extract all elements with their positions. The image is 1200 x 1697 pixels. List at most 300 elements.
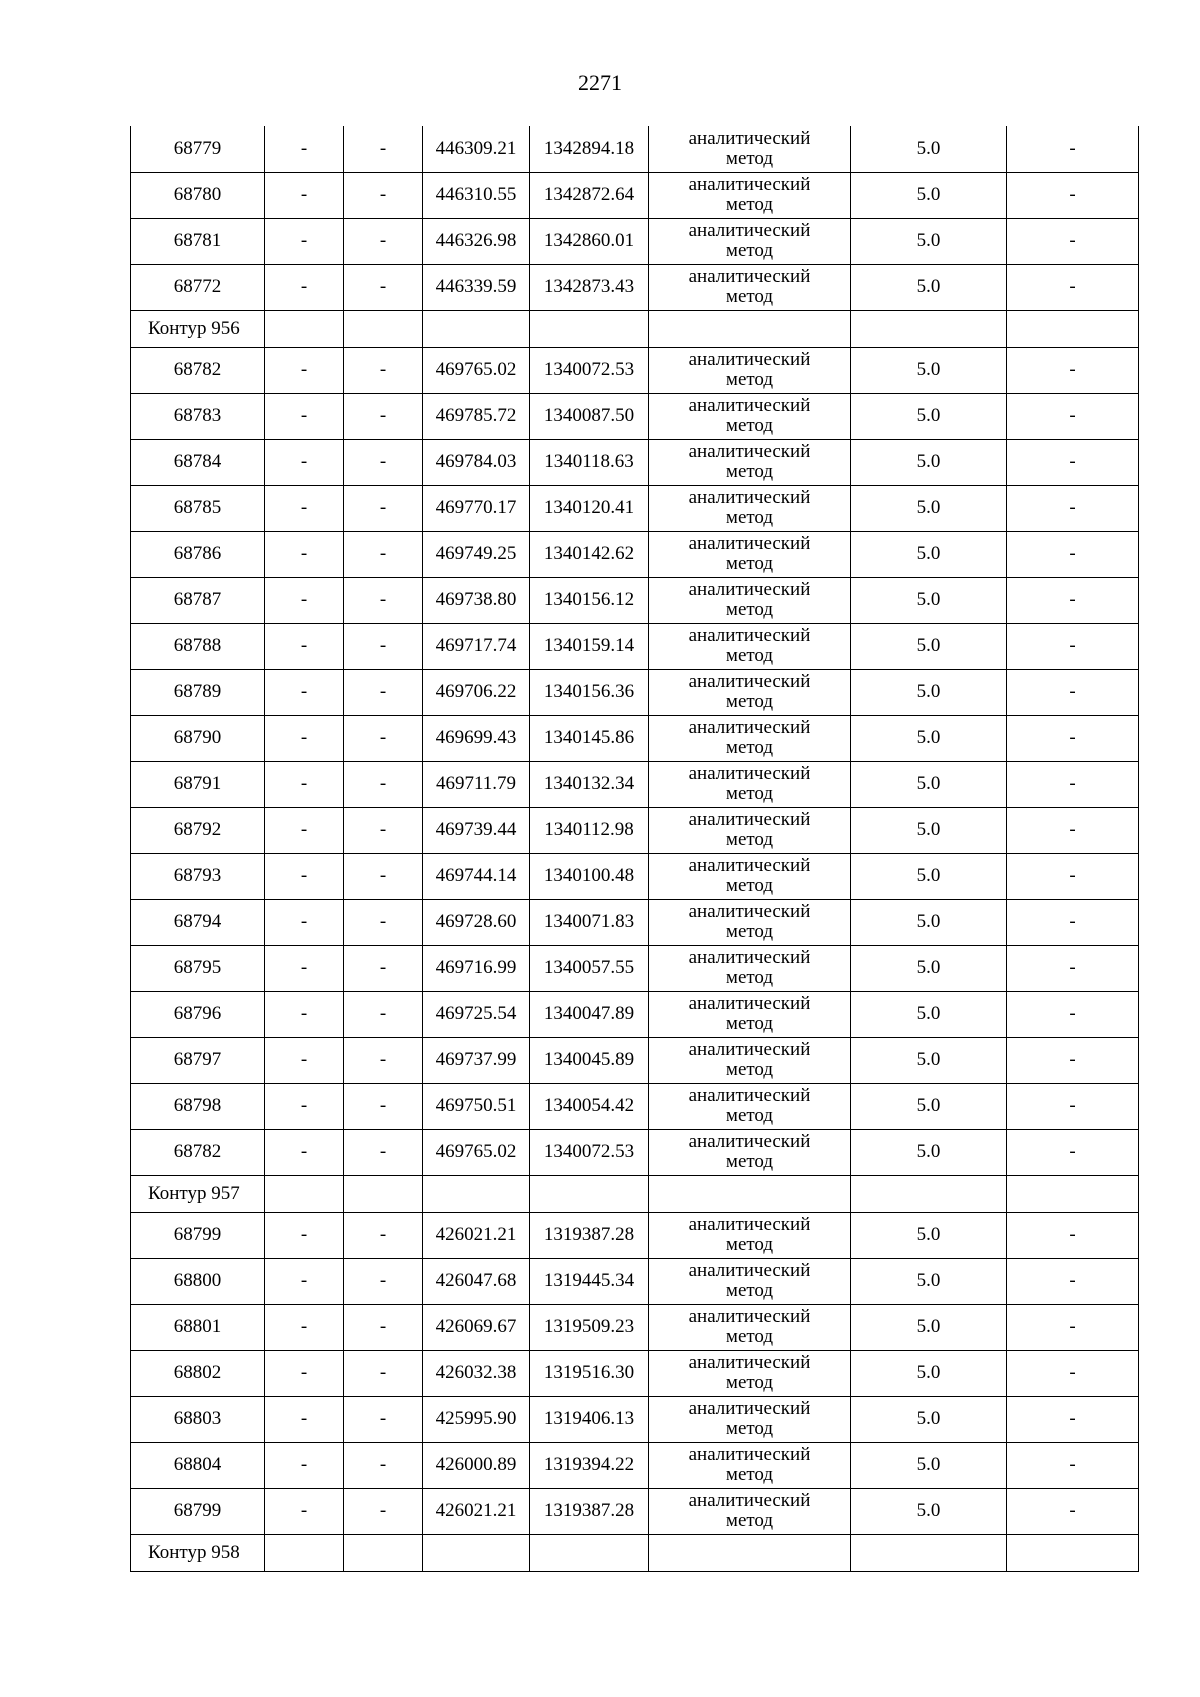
empty-cell-2: - [265, 669, 344, 715]
last-cell: - [1007, 899, 1139, 945]
empty-cell-2: - [265, 172, 344, 218]
empty-cell [530, 310, 649, 347]
accuracy: 5.0 [851, 172, 1007, 218]
method-line-2: метод [725, 599, 774, 620]
method-line-1: аналитический [688, 947, 811, 968]
method-line-1: аналитический [688, 993, 811, 1014]
empty-cell-2: - [265, 1258, 344, 1304]
coord-y: 1340087.50 [530, 393, 649, 439]
empty-cell [423, 1175, 530, 1212]
empty-cell [649, 1534, 851, 1571]
table-row [131, 761, 1139, 807]
table-row [131, 1488, 1139, 1534]
coord-y: 1340132.34 [530, 761, 649, 807]
empty-cell-3: - [344, 485, 423, 531]
empty-cell [530, 1534, 649, 1571]
last-cell: - [1007, 126, 1139, 172]
point-number: 68780 [131, 172, 265, 218]
point-number: 68783 [131, 393, 265, 439]
empty-cell-2: - [265, 264, 344, 310]
coord-x: 469699.43 [423, 715, 530, 761]
method-line-1: аналитический [688, 1352, 811, 1373]
coord-x: 446309.21 [423, 126, 530, 172]
method-cell [649, 531, 851, 577]
method-line-1: аналитический [688, 1444, 811, 1465]
table-row [131, 853, 1139, 899]
method-line-2: метод [725, 875, 774, 896]
empty-cell-3: - [344, 347, 423, 393]
coord-x: 469739.44 [423, 807, 530, 853]
coord-y: 1340156.36 [530, 669, 649, 715]
accuracy: 5.0 [851, 899, 1007, 945]
table-row [131, 715, 1139, 761]
table-row [131, 1083, 1139, 1129]
table-row [131, 1129, 1139, 1175]
method-line-1: аналитический [688, 349, 811, 370]
coord-y: 1340156.12 [530, 577, 649, 623]
method-line-1: аналитический [688, 671, 811, 692]
accuracy: 5.0 [851, 623, 1007, 669]
empty-cell-3: - [344, 1258, 423, 1304]
coord-x: 469711.79 [423, 761, 530, 807]
method-line-2: метод [725, 240, 774, 261]
point-number: 68782 [131, 1129, 265, 1175]
method-cell [649, 1258, 851, 1304]
method-line-2: метод [725, 645, 774, 666]
last-cell: - [1007, 1129, 1139, 1175]
empty-cell-3: - [344, 1442, 423, 1488]
empty-cell-2: - [265, 991, 344, 1037]
method-line-1: аналитический [688, 487, 811, 508]
last-cell: - [1007, 439, 1139, 485]
method-line-1: аналитический [688, 533, 811, 554]
coord-x: 446339.59 [423, 264, 530, 310]
empty-cell [344, 310, 423, 347]
coord-y: 1319516.30 [530, 1350, 649, 1396]
accuracy: 5.0 [851, 761, 1007, 807]
point-number: 68804 [131, 1442, 265, 1488]
empty-cell [265, 1175, 344, 1212]
table-row [131, 1037, 1139, 1083]
coord-y: 1319387.28 [530, 1212, 649, 1258]
accuracy: 5.0 [851, 1442, 1007, 1488]
point-number: 68791 [131, 761, 265, 807]
empty-cell-3: - [344, 1350, 423, 1396]
empty-cell-2: - [265, 807, 344, 853]
empty-cell-2: - [265, 1037, 344, 1083]
coord-x: 469706.22 [423, 669, 530, 715]
method-cell [649, 347, 851, 393]
last-cell: - [1007, 1304, 1139, 1350]
method-line-1: аналитический [688, 1490, 811, 1511]
table-row [131, 347, 1139, 393]
table-row [131, 218, 1139, 264]
table-row [131, 623, 1139, 669]
coord-x: 426021.21 [423, 1488, 530, 1534]
method-line-1: аналитический [688, 174, 811, 195]
point-number: 68784 [131, 439, 265, 485]
last-cell: - [1007, 761, 1139, 807]
coord-y: 1342860.01 [530, 218, 649, 264]
accuracy: 5.0 [851, 1350, 1007, 1396]
method-cell [649, 945, 851, 991]
empty-cell-3: - [344, 853, 423, 899]
empty-cell [649, 310, 851, 347]
last-cell: - [1007, 669, 1139, 715]
coord-y: 1342873.43 [530, 264, 649, 310]
table-row [131, 1212, 1139, 1258]
last-cell: - [1007, 218, 1139, 264]
point-number: 68799 [131, 1212, 265, 1258]
empty-cell [851, 1175, 1007, 1212]
method-line-2: метод [725, 1105, 774, 1126]
empty-cell-2: - [265, 577, 344, 623]
point-number: 68796 [131, 991, 265, 1037]
method-cell [649, 439, 851, 485]
empty-cell-3: - [344, 1083, 423, 1129]
empty-cell-3: - [344, 623, 423, 669]
empty-cell-2: - [265, 853, 344, 899]
empty-cell-3: - [344, 1396, 423, 1442]
method-cell [649, 761, 851, 807]
empty-cell-2: - [265, 126, 344, 172]
coord-y: 1340071.83 [530, 899, 649, 945]
method-line-1: аналитический [688, 763, 811, 784]
empty-cell-3: - [344, 761, 423, 807]
contour-label: Контур 958 [131, 1534, 265, 1571]
method-line-2: метод [725, 921, 774, 942]
method-line-2: метод [725, 1372, 774, 1393]
last-cell: - [1007, 1488, 1139, 1534]
method-line-1: аналитический [688, 1398, 811, 1419]
empty-cell-3: - [344, 1037, 423, 1083]
method-line-2: метод [725, 1510, 774, 1531]
last-cell: - [1007, 1212, 1139, 1258]
coord-y: 1340057.55 [530, 945, 649, 991]
last-cell: - [1007, 853, 1139, 899]
method-line-2: метод [725, 1013, 774, 1034]
table-row [131, 439, 1139, 485]
coord-y: 1340045.89 [530, 1037, 649, 1083]
empty-cell [851, 310, 1007, 347]
empty-cell-3: - [344, 1212, 423, 1258]
point-number: 68792 [131, 807, 265, 853]
last-cell: - [1007, 807, 1139, 853]
method-cell [649, 218, 851, 264]
coord-y: 1342894.18 [530, 126, 649, 172]
contour-row [131, 1534, 1139, 1571]
method-line-2: метод [725, 967, 774, 988]
coord-y: 1340072.53 [530, 347, 649, 393]
method-line-1: аналитический [688, 1039, 811, 1060]
coord-y: 1319394.22 [530, 1442, 649, 1488]
table-row [131, 669, 1139, 715]
table-body [131, 126, 1139, 1571]
method-line-2: метод [725, 1326, 774, 1347]
method-line-2: метод [725, 461, 774, 482]
empty-cell-2: - [265, 1350, 344, 1396]
method-line-1: аналитический [688, 901, 811, 922]
point-number: 68781 [131, 218, 265, 264]
coord-y: 1319445.34 [530, 1258, 649, 1304]
coord-x: 469716.99 [423, 945, 530, 991]
point-number: 68794 [131, 899, 265, 945]
empty-cell-3: - [344, 669, 423, 715]
coord-x: 469765.02 [423, 347, 530, 393]
point-number: 68802 [131, 1350, 265, 1396]
accuracy: 5.0 [851, 439, 1007, 485]
accuracy: 5.0 [851, 126, 1007, 172]
table-row [131, 807, 1139, 853]
last-cell: - [1007, 485, 1139, 531]
last-cell: - [1007, 172, 1139, 218]
method-line-1: аналитический [688, 1131, 811, 1152]
contour-row [131, 310, 1139, 347]
accuracy: 5.0 [851, 807, 1007, 853]
point-number: 68789 [131, 669, 265, 715]
method-cell [649, 1304, 851, 1350]
coord-x: 446310.55 [423, 172, 530, 218]
table-row [131, 485, 1139, 531]
method-line-2: метод [725, 1234, 774, 1255]
last-cell: - [1007, 1350, 1139, 1396]
last-cell: - [1007, 623, 1139, 669]
method-cell [649, 1129, 851, 1175]
contour-label: Контур 957 [131, 1175, 265, 1212]
table-row [131, 1350, 1139, 1396]
last-cell: - [1007, 393, 1139, 439]
point-number: 68795 [131, 945, 265, 991]
method-cell [649, 172, 851, 218]
accuracy: 5.0 [851, 1258, 1007, 1304]
method-line-2: метод [725, 783, 774, 804]
coord-x: 469728.60 [423, 899, 530, 945]
empty-cell-3: - [344, 715, 423, 761]
empty-cell-3: - [344, 991, 423, 1037]
table-row [131, 577, 1139, 623]
method-cell [649, 577, 851, 623]
coord-y: 1340145.86 [530, 715, 649, 761]
last-cell: - [1007, 1037, 1139, 1083]
last-cell: - [1007, 1442, 1139, 1488]
accuracy: 5.0 [851, 393, 1007, 439]
point-number: 68785 [131, 485, 265, 531]
empty-cell-2: - [265, 1212, 344, 1258]
coord-y: 1340142.62 [530, 531, 649, 577]
empty-cell [265, 1534, 344, 1571]
coord-y: 1340100.48 [530, 853, 649, 899]
point-number: 68786 [131, 531, 265, 577]
method-line-2: метод [725, 1280, 774, 1301]
empty-cell-3: - [344, 126, 423, 172]
coord-y: 1319406.13 [530, 1396, 649, 1442]
coord-x: 469770.17 [423, 485, 530, 531]
last-cell: - [1007, 531, 1139, 577]
method-line-2: метод [725, 194, 774, 215]
accuracy: 5.0 [851, 1129, 1007, 1175]
empty-cell-3: - [344, 577, 423, 623]
contour-label: Контур 956 [131, 310, 265, 347]
empty-cell [530, 1175, 649, 1212]
empty-cell [265, 310, 344, 347]
empty-cell-2: - [265, 531, 344, 577]
method-line-2: метод [725, 691, 774, 712]
point-number: 68803 [131, 1396, 265, 1442]
method-line-1: аналитический [688, 1260, 811, 1281]
method-line-1: аналитический [688, 579, 811, 600]
empty-cell-3: - [344, 531, 423, 577]
coord-y: 1340159.14 [530, 623, 649, 669]
method-line-1: аналитический [688, 809, 811, 830]
empty-cell-2: - [265, 485, 344, 531]
method-line-2: метод [725, 829, 774, 850]
method-line-2: метод [725, 737, 774, 758]
empty-cell-3: - [344, 1129, 423, 1175]
point-number: 68790 [131, 715, 265, 761]
point-number: 68797 [131, 1037, 265, 1083]
method-line-2: метод [725, 1418, 774, 1439]
point-number: 68800 [131, 1258, 265, 1304]
accuracy: 5.0 [851, 1037, 1007, 1083]
empty-cell-3: - [344, 807, 423, 853]
accuracy: 5.0 [851, 531, 1007, 577]
method-line-2: метод [725, 1464, 774, 1485]
accuracy: 5.0 [851, 669, 1007, 715]
method-cell [649, 1083, 851, 1129]
method-line-1: аналитический [688, 1214, 811, 1235]
method-cell [649, 807, 851, 853]
table-row [131, 991, 1139, 1037]
method-cell [649, 1396, 851, 1442]
accuracy: 5.0 [851, 945, 1007, 991]
point-number: 68787 [131, 577, 265, 623]
coord-x: 469785.72 [423, 393, 530, 439]
page-number: 2271 [578, 70, 622, 95]
empty-cell-3: - [344, 945, 423, 991]
method-cell [649, 485, 851, 531]
method-cell [649, 264, 851, 310]
point-number: 68782 [131, 347, 265, 393]
table-row [131, 945, 1139, 991]
coord-x: 469725.54 [423, 991, 530, 1037]
empty-cell-3: - [344, 264, 423, 310]
empty-cell-3: - [344, 393, 423, 439]
contour-row [131, 1175, 1139, 1212]
last-cell: - [1007, 945, 1139, 991]
method-line-1: аналитический [688, 625, 811, 646]
method-line-2: метод [725, 147, 774, 169]
accuracy: 5.0 [851, 218, 1007, 264]
empty-cell-2: - [265, 715, 344, 761]
method-line-1: аналитический [688, 717, 811, 738]
accuracy: 5.0 [851, 264, 1007, 310]
coord-x: 446326.98 [423, 218, 530, 264]
method-cell [649, 715, 851, 761]
empty-cell-3: - [344, 439, 423, 485]
method-line-1: аналитический [688, 127, 811, 149]
last-cell: - [1007, 1083, 1139, 1129]
empty-cell-2: - [265, 393, 344, 439]
empty-cell-3: - [344, 1488, 423, 1534]
coord-y: 1340120.41 [530, 485, 649, 531]
table-row [131, 1396, 1139, 1442]
empty-cell [1007, 310, 1139, 347]
last-cell: - [1007, 1258, 1139, 1304]
last-cell: - [1007, 347, 1139, 393]
method-line-2: метод [725, 553, 774, 574]
table-row [131, 264, 1139, 310]
last-cell: - [1007, 715, 1139, 761]
method-line-1: аналитический [688, 266, 811, 287]
coord-x: 469749.25 [423, 531, 530, 577]
point-number: 68779 [131, 126, 265, 172]
empty-cell-3: - [344, 1304, 423, 1350]
coord-y: 1340054.42 [530, 1083, 649, 1129]
method-line-2: метод [725, 1151, 774, 1172]
empty-cell-2: - [265, 1396, 344, 1442]
coord-x: 469738.80 [423, 577, 530, 623]
coord-x: 469784.03 [423, 439, 530, 485]
coord-x: 426000.89 [423, 1442, 530, 1488]
coord-x: 426032.38 [423, 1350, 530, 1396]
empty-cell [344, 1534, 423, 1571]
empty-cell [423, 1534, 530, 1571]
method-line-1: аналитический [688, 220, 811, 241]
accuracy: 5.0 [851, 347, 1007, 393]
table-row [131, 393, 1139, 439]
coord-y: 1342872.64 [530, 172, 649, 218]
empty-cell-2: - [265, 1442, 344, 1488]
method-line-1: аналитический [688, 855, 811, 876]
empty-cell [1007, 1175, 1139, 1212]
method-cell [649, 1488, 851, 1534]
method-cell [649, 991, 851, 1037]
coord-y: 1319387.28 [530, 1488, 649, 1534]
method-cell [649, 126, 851, 172]
method-cell [649, 1037, 851, 1083]
empty-cell-2: - [265, 218, 344, 264]
point-number: 68788 [131, 623, 265, 669]
last-cell: - [1007, 1396, 1139, 1442]
empty-cell-2: - [265, 1488, 344, 1534]
empty-cell-2: - [265, 1129, 344, 1175]
last-cell: - [1007, 991, 1139, 1037]
coord-x: 426047.68 [423, 1258, 530, 1304]
accuracy: 5.0 [851, 853, 1007, 899]
coord-x: 469750.51 [423, 1083, 530, 1129]
method-cell [649, 899, 851, 945]
method-cell [649, 393, 851, 439]
empty-cell-2: - [265, 439, 344, 485]
empty-cell-3: - [344, 899, 423, 945]
point-number: 68801 [131, 1304, 265, 1350]
accuracy: 5.0 [851, 577, 1007, 623]
empty-cell-2: - [265, 899, 344, 945]
table-row [131, 1258, 1139, 1304]
table-row [131, 126, 1139, 172]
empty-cell-3: - [344, 218, 423, 264]
method-cell [649, 1212, 851, 1258]
coord-y: 1340047.89 [530, 991, 649, 1037]
empty-cell [649, 1175, 851, 1212]
method-line-1: аналитический [688, 441, 811, 462]
empty-cell [344, 1175, 423, 1212]
method-line-2: метод [725, 1059, 774, 1080]
table-row [131, 899, 1139, 945]
accuracy: 5.0 [851, 1212, 1007, 1258]
empty-cell-3: - [344, 172, 423, 218]
accuracy: 5.0 [851, 1083, 1007, 1129]
